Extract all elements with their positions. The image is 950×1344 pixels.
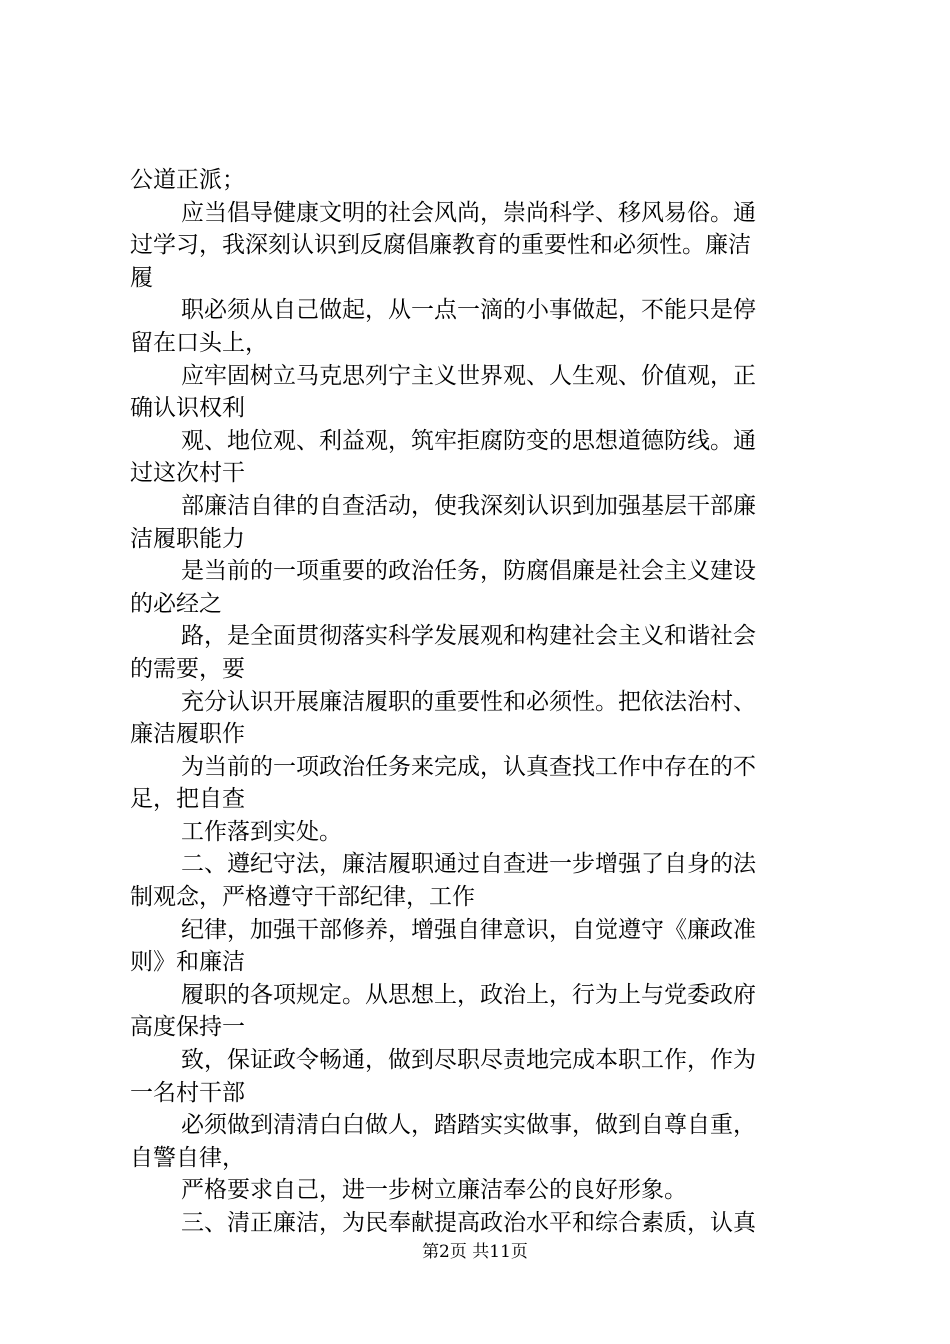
text-line: 路，是全面贯彻落实科学发展观和构建社会主义和谐社会 (181, 623, 756, 650)
text-line: 自警自律， (130, 1144, 245, 1171)
text-line: 的必经之 (130, 590, 222, 617)
text-line: 应牢固树立马克思列宁主义世界观、人生观、价值观，正 (181, 362, 756, 389)
text-line: 是当前的一项重要的政治任务，防腐倡廉是社会主义建设 (181, 558, 756, 585)
text-line: 为当前的一项政治任务来完成，认真查找工作中存在的不 (181, 753, 756, 780)
text-line: 致，保证政令畅通，做到尽职尽责地完成本职工作，作为 (181, 1047, 756, 1074)
text-line: 履职的各项规定。从思想上，政治上，行为上与党委政府 (181, 981, 756, 1008)
text-line: 部廉洁自律的自查活动，使我深刻认识到加强基层干部廉 (181, 492, 756, 519)
text-line: 制观念，严格遵守干部纪律，工作 (130, 884, 475, 911)
text-line: 过学习，我深刻认识到反腐倡廉教育的重要性和必须性。廉洁 (130, 232, 751, 259)
text-line: 观、地位观、利益观，筑牢拒腐防变的思想道德防线。通 (181, 427, 756, 454)
text-line: 应当倡导健康文明的社会风尚，崇尚科学、移风易俗。通 (181, 199, 756, 226)
page-footer: 第2页 共11页 (422, 1242, 528, 1262)
text-line: 洁履职能力 (130, 525, 245, 552)
text-line: 充分认识开展廉洁履职的重要性和必须性。把依法治村、 (181, 688, 756, 715)
text-line: 高度保持一 (130, 1014, 245, 1041)
text-line: 职必须从自己做起，从一点一滴的小事做起，不能只是停 (181, 297, 756, 324)
text-line: 工作落到实处。 (181, 818, 342, 845)
text-line: 严格要求自己，进一步树立廉洁奉公的良好形象。 (181, 1177, 687, 1204)
text-line: 必须做到清清白白做人，踏踏实实做事，做到自尊自重， (181, 1112, 756, 1139)
text-line: 公道正派； (130, 167, 245, 193)
text-line: 过这次村干 (130, 460, 245, 487)
text-line: 则》和廉洁 (130, 949, 245, 976)
text-line: 足，把自查 (130, 786, 245, 813)
text-line: 廉洁履职作 (130, 721, 245, 748)
text-line: 确认识权利 (130, 395, 245, 422)
text-line: 履 (130, 264, 153, 291)
text-line: 纪律，加强干部修养，增强自律意识，自觉遵守《廉政准 (181, 916, 756, 943)
text-line: 一名村干部 (130, 1079, 245, 1106)
text-line: 留在口头上， (130, 329, 268, 356)
body-text (130, 164, 835, 1240)
text-line: 的需要，要 (130, 655, 245, 682)
text-line: 三、清正廉洁，为民奉献提高政治水平和综合素质，认真 (181, 1210, 756, 1236)
text-line: 二、遵纪守法，廉洁履职通过自查进一步增强了自身的法 (181, 851, 756, 878)
